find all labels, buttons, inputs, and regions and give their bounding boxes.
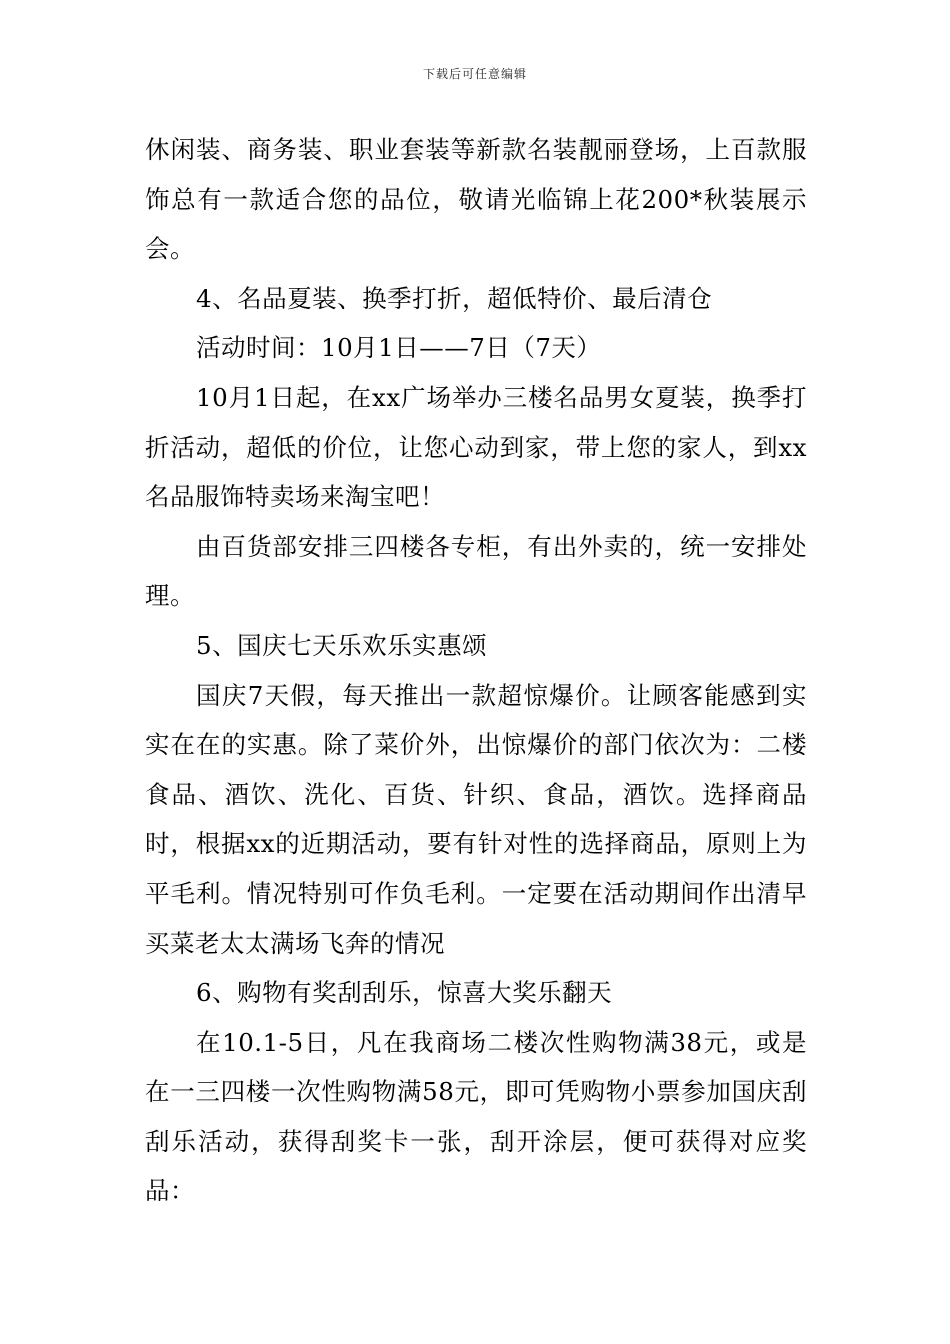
paragraph-2-heading: 4、名品夏装、换季打折，超低特价、最后清仓 bbox=[196, 283, 713, 313]
paragraph-9: 在10.1-5日，凡在我商场二楼次性购物满38元，或是在一三四楼一次性购物满58元，即可凭购物小票参加国庆刮刮乐活动，获得刮奖卡一张，刮开涂层，便可获得对应奖品： bbox=[145, 1027, 807, 1206]
page-header: 下载后可任意编辑 bbox=[422, 67, 527, 81]
document-body bbox=[145, 125, 807, 1216]
paragraph-7: 国庆7天假，每天推出一款超惊爆价。让顾客能感到实实在在的实惠。除了菜价外，出惊爆价的部门依次为：二楼食品、酒饮、洗化、百货、针织、食品，酒饮。选择商品时，根据xx的近期活动，要有针对性的选择商品，原则上为平毛利。情况特别可作负毛利。一定要在活动期间作出清早买菜老太太满场飞奔的情况 bbox=[145, 680, 807, 958]
paragraph-5: 由百货部安排三四楼各专柜，有出外卖的，统一安排处理。 bbox=[145, 531, 807, 611]
paragraph-1: 休闲装、商务装、职业套装等新款名装靓丽登场，上百款服饰总有一款适合您的品位，敬请光临锦上花200*秋装展示会。 bbox=[145, 135, 807, 264]
paragraph-6-heading: 5、国庆七天乐欢乐实惠颂 bbox=[196, 630, 488, 660]
paragraph-4: 10月1日起，在xx广场举办三楼名品男女夏装，换季打折活动，超低的价位，让您心动到家，带上您的家人，到xx名品服饰特卖场来淘宝吧！ bbox=[145, 382, 807, 512]
paragraph-3-time: 活动时间：10月1日——7日（7天） bbox=[196, 333, 602, 363]
paragraph-8-heading: 6、购物有奖刮刮乐，惊喜大奖乐翻天 bbox=[196, 978, 613, 1008]
